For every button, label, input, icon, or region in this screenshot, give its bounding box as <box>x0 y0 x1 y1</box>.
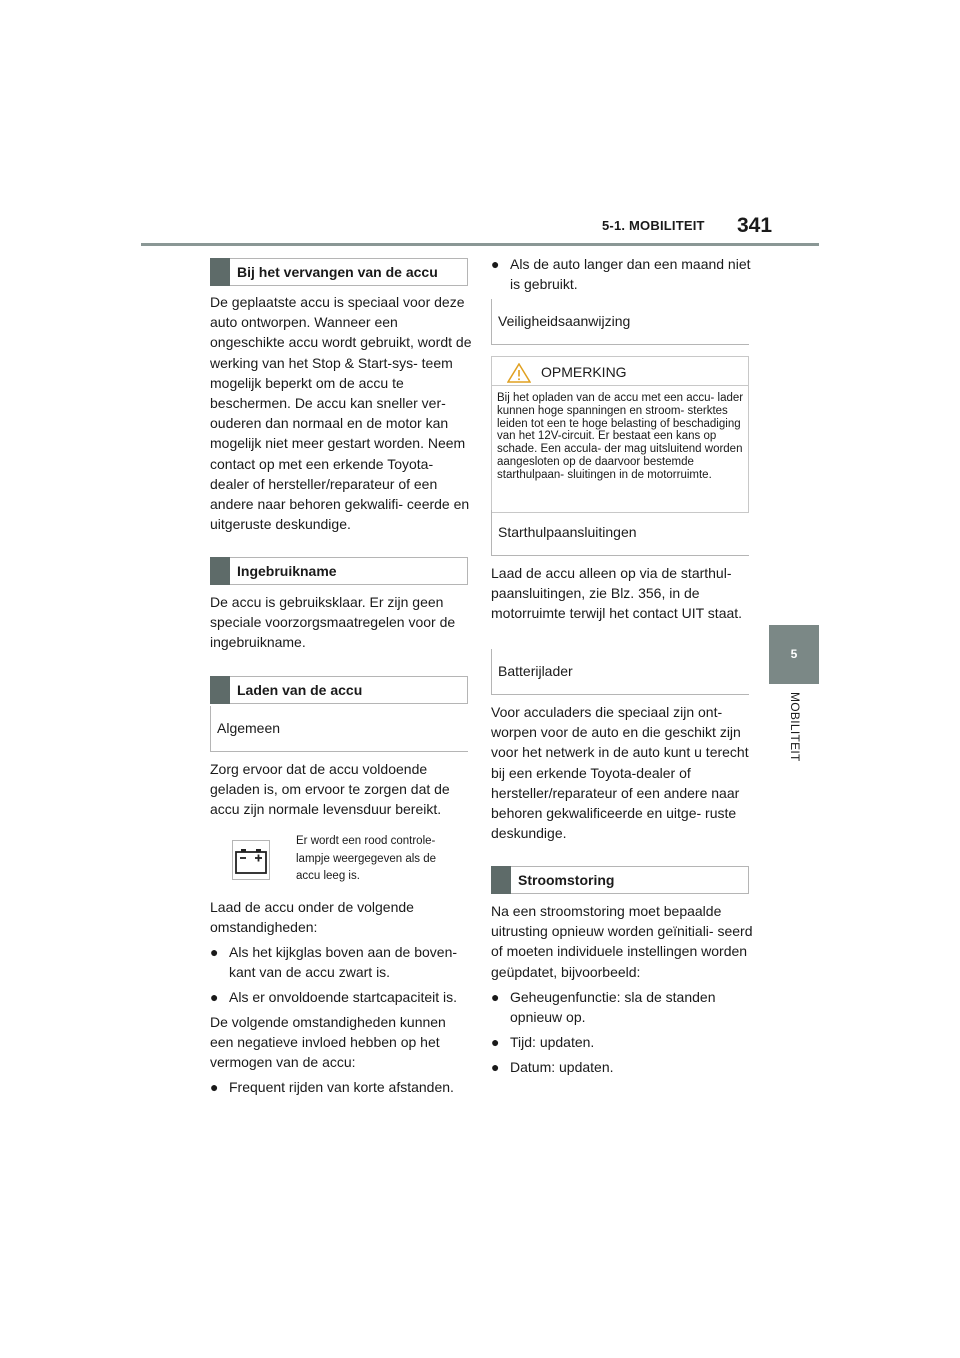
bullet-icon: ● <box>491 256 500 272</box>
warning-box <box>491 356 749 513</box>
list-item <box>491 254 753 294</box>
chapter-tab[interactable]: 5 <box>769 625 819 684</box>
chapter-label: MOBILITEIT <box>788 692 802 762</box>
list-item <box>491 1057 753 1077</box>
warning-title: OPMERKING <box>541 364 627 380</box>
section-heading-commissioning <box>210 557 468 585</box>
section-heading-text: Stroomstoring <box>518 872 615 888</box>
paragraph: De accu is gebruiksklaar. Er zijn geen speciale voorzorgsmaatregelen voor de ingebruikname. <box>210 594 456 651</box>
paragraph: Voor acculaders die speciaal zijn ont- worpen voor de auto en die geschikt zijn voor het netwerk in de auto kunt u terecht bij een erkende Toyota-dealer of hersteller/reparateur of een andere naar behoren gekwalificeerde en uitge- ruste deskundige. <box>491 704 749 842</box>
subheading-jump-start <box>491 510 749 556</box>
bullet-icon: ● <box>491 989 500 1005</box>
subheading-general <box>210 706 468 752</box>
list-item-text: Als de auto langer dan een maand niet is gebruikt. <box>510 256 751 293</box>
running-header-section: 5-1. MOBILITEIT <box>602 218 705 233</box>
bullet-icon: ● <box>491 1059 500 1075</box>
header-rule <box>141 243 819 246</box>
subheading-text: Veiligheidsaanwijzing <box>498 313 631 329</box>
list-item <box>210 987 472 1007</box>
bullet-icon: ● <box>210 1079 219 1095</box>
subheading-charger <box>491 649 749 695</box>
list-item-text: Als het kijkglas boven aan de boven- kant van de accu zwart is. <box>229 944 458 981</box>
list-item-text: Geheugenfunctie: sla de standen opnieuw op. <box>510 989 716 1026</box>
paragraph: Zorg ervoor dat de accu voldoende geladen is, om ervoor te zorgen dat de accu zijn normale levensduur bereikt. <box>210 761 450 818</box>
bullet-icon: ● <box>210 944 219 960</box>
paragraph: De volgende omstandigheden kunnen een negatieve invloed hebben op het vermogen van de accu: <box>210 1014 446 1071</box>
page-number: 341 <box>737 214 773 237</box>
paragraph: Laad de accu onder de volgende omstandigheden: <box>210 899 414 936</box>
list-item <box>491 987 753 1027</box>
list-item <box>491 1032 753 1052</box>
list-item-text: Als er onvoldoende startcapaciteit is. <box>229 989 458 1005</box>
section-heading-text: Bij het vervangen van de accu <box>237 264 438 280</box>
list-item-text: Datum: updaten. <box>510 1059 614 1075</box>
section-bar <box>210 676 230 704</box>
section-heading-text: Laden van de accu <box>237 682 363 698</box>
paragraph: Laad de accu alleen op via de starthul- paansluitingen, zie Blz. 356, in de motorruimte terwijl het contact UIT staat. <box>491 565 743 622</box>
warning-body: Bij het opladen van de accu met een accu- lader kunnen hoge spanningen en stroom- sterktes leiden tot een te hoge belasting of beschadiging van het 12V-circuit. Er bestaat een kans op schade. Een accula- der mag uitsluitend worden aangesloten op de daarvoor bestemde starthulpaan- sluitingen in de motorruimte. <box>497 392 744 481</box>
subheading-text: Algemeen <box>217 720 281 736</box>
section-heading-replace-battery <box>210 258 468 286</box>
list-item-text: Frequent rijden van korte afstanden. <box>229 1079 454 1095</box>
list-item <box>210 942 472 982</box>
section-heading-power-failure <box>491 866 749 894</box>
section-bar <box>210 557 230 585</box>
paragraph: De geplaatste accu is speciaal voor deze auto ontworpen. Wanneer een ongeschikte accu wordt gebruikt, wordt de werking van het Stop & Start-sys- teem mogelijk beperkt om de accu te beschermen. De accu kan sneller ver- ouderen dan normaal en de motor kan mogelijk niet meer gestart worden. Neem contact op met een erkende Toyota-dealer of hersteller/reparateur of een andere naar behoren gekwalifi- ceerde en uitgeruste deskundige. <box>210 294 472 533</box>
list-item-text: Tijd: updaten. <box>510 1034 595 1050</box>
bullet-icon: ● <box>210 989 219 1005</box>
section-heading-charging <box>210 676 468 704</box>
battery-icon <box>232 840 270 880</box>
section-bar <box>491 866 511 894</box>
warning-triangle-icon <box>507 363 531 383</box>
subheading-safety <box>491 299 749 345</box>
list-item <box>210 1077 472 1097</box>
bullet-icon: ● <box>491 1034 500 1050</box>
subheading-text: Starthulpaansluitingen <box>498 524 637 540</box>
paragraph: Na een stroomstoring moet bepaalde uitrusting opnieuw worden geïnitiali- seerd of moeten individuele instellingen worden geüpdatet, bijvoorbeeld: <box>491 903 753 980</box>
section-bar <box>210 258 230 286</box>
section-heading-text: Ingebruikname <box>237 563 337 579</box>
icon-caption: Er wordt een rood controle- lampje weergegeven als de accu leeg is. <box>296 835 437 882</box>
warning-header <box>492 357 748 386</box>
subheading-text: Batterijlader <box>498 663 573 679</box>
